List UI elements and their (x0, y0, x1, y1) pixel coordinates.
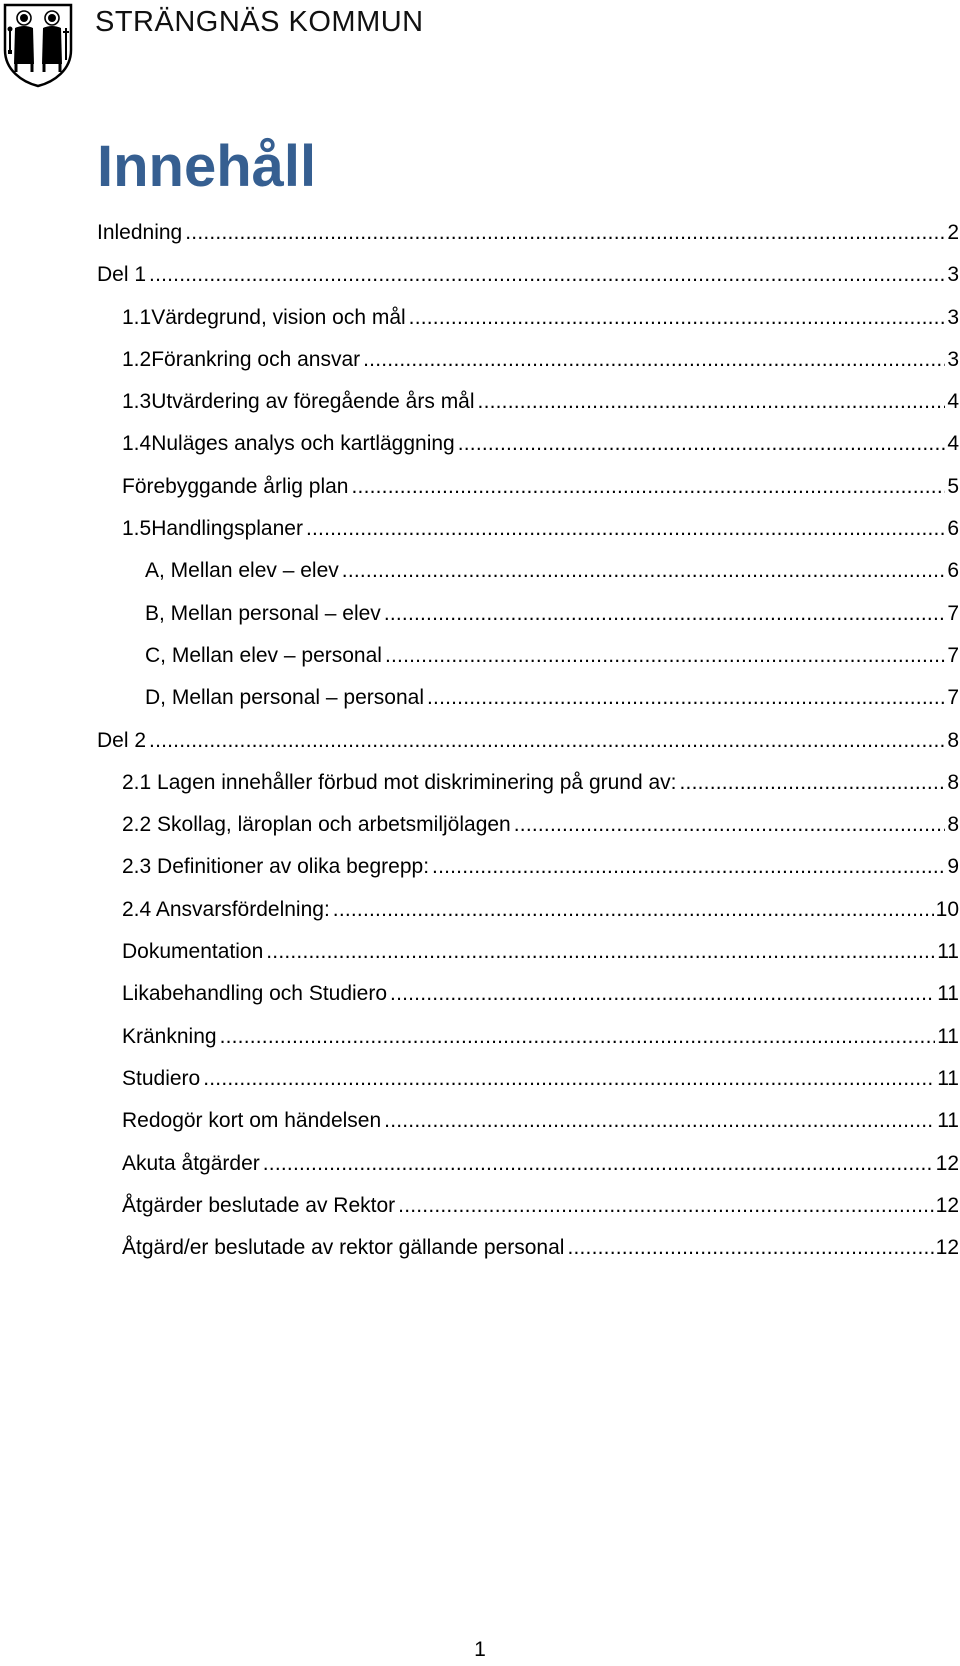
toc-entry-label[interactable]: Likabehandling och Studiero (122, 982, 388, 1006)
toc-entry-label[interactable]: Dokumentation (122, 940, 264, 964)
toc-entry[interactable] (97, 593, 959, 635)
toc-entry-page[interactable]: 11 (937, 1066, 959, 1090)
toc-entry[interactable] (97, 804, 959, 846)
toc-entry-page[interactable]: 11 (937, 982, 959, 1006)
toc-entry-label[interactable]: Kränkning (122, 1024, 217, 1048)
page-title: Innehåll (97, 134, 317, 199)
toc-entry-page[interactable]: 3 (947, 263, 959, 287)
toc-entry[interactable] (97, 381, 959, 423)
toc-dot-leader (384, 1100, 935, 1142)
toc-dot-leader (352, 466, 946, 508)
toc-entry-page[interactable]: 6 (947, 559, 959, 583)
toc-dot-leader (385, 635, 945, 677)
toc-dot-leader (427, 677, 945, 719)
toc-entry-label[interactable]: Del 2 (97, 728, 147, 752)
toc-entry-page[interactable]: 7 (947, 686, 959, 710)
toc-dot-leader (266, 931, 935, 973)
toc-entry-page[interactable]: 4 (947, 390, 959, 414)
toc-dot-leader (342, 550, 946, 592)
toc-entry-page[interactable]: 12 (935, 1193, 959, 1217)
table-of-contents (97, 212, 959, 1269)
toc-entry-label[interactable]: Åtgärd/er beslutade av rektor gällande personal (122, 1236, 565, 1260)
page-number: 1 (474, 1638, 486, 1661)
toc-entry-label[interactable]: 2.2 Skollag, läroplan och arbetsmiljölagen (122, 813, 511, 837)
page-header (0, 0, 960, 90)
toc-entry-label[interactable]: 1.3Utvärdering av föregående års mål (122, 390, 475, 414)
toc-dot-leader (514, 804, 946, 846)
toc-entry-label[interactable]: Redogör kort om händelsen (122, 1109, 382, 1133)
toc-entry-label[interactable]: 1.2Förankring och ansvar (122, 347, 361, 371)
toc-dot-leader (149, 720, 945, 762)
toc-entry-label[interactable]: 2.1 Lagen innehåller förbud mot diskriminering på grund av: (122, 770, 677, 794)
toc-entry-page[interactable]: 12 (935, 1151, 959, 1175)
toc-entry-label[interactable]: A, Mellan elev – elev (145, 559, 339, 583)
toc-dot-leader (384, 593, 946, 635)
toc-entry-page[interactable]: 12 (935, 1236, 959, 1260)
toc-entry-label[interactable]: Studiero (122, 1066, 201, 1090)
toc-entry[interactable] (97, 1143, 959, 1185)
toc-entry-page[interactable]: 8 (947, 813, 959, 837)
toc-dot-leader (203, 1058, 935, 1100)
toc-entry-label[interactable]: C, Mellan elev – personal (145, 643, 382, 667)
toc-entry[interactable] (97, 1016, 959, 1058)
toc-dot-leader (306, 508, 945, 550)
toc-entry-page[interactable]: 6 (947, 517, 959, 541)
toc-dot-leader (432, 846, 945, 888)
toc-entry-page[interactable]: 10 (935, 897, 959, 921)
toc-entry-page[interactable]: 8 (947, 728, 959, 752)
toc-entry-page[interactable]: 3 (947, 305, 959, 329)
toc-entry-page[interactable]: 9 (947, 855, 959, 879)
toc-dot-leader (149, 254, 945, 296)
toc-dot-leader (458, 423, 946, 465)
toc-entry-label[interactable]: D, Mellan personal – personal (145, 686, 424, 710)
toc-dot-leader (478, 381, 946, 423)
coat-of-arms-icon (2, 2, 74, 88)
toc-entry[interactable] (97, 677, 959, 719)
toc-entry[interactable] (97, 635, 959, 677)
toc-entry-label[interactable]: Förebyggande årlig plan (122, 474, 349, 498)
toc-entry-label[interactable]: 1.5Handlingsplaner (122, 517, 303, 541)
toc-entry-page[interactable]: 3 (947, 347, 959, 371)
toc-dot-leader (363, 339, 945, 381)
toc-entry[interactable] (97, 297, 959, 339)
toc-entry-page[interactable]: 11 (937, 1109, 959, 1133)
toc-dot-leader (185, 212, 945, 254)
toc-dot-leader (390, 973, 935, 1015)
toc-entry-page[interactable]: 7 (947, 643, 959, 667)
toc-entry[interactable] (97, 846, 959, 888)
toc-entry-label[interactable]: Inledning (97, 221, 183, 244)
toc-entry-label[interactable]: 1.1Värdegrund, vision och mål (122, 305, 406, 329)
toc-entry-label[interactable]: Del 1 (97, 263, 147, 287)
toc-entry[interactable] (97, 973, 959, 1015)
toc-entry-label[interactable]: 1.4Nuläges analys och kartläggning (122, 432, 455, 456)
toc-dot-leader (680, 762, 946, 804)
toc-entry-label[interactable]: 2.4 Ansvarsfördelning: (122, 897, 330, 921)
toc-entry-page[interactable]: 11 (937, 940, 959, 964)
toc-entry[interactable] (97, 212, 959, 254)
toc-entry[interactable] (97, 550, 959, 592)
toc-entry-label[interactable]: B, Mellan personal – elev (145, 601, 381, 625)
toc-entry-page[interactable]: 2 (947, 221, 959, 244)
toc-entry[interactable] (97, 339, 959, 381)
toc-entry[interactable] (97, 423, 959, 465)
toc-entry[interactable] (97, 466, 959, 508)
toc-dot-leader (263, 1143, 934, 1185)
toc-dot-leader (567, 1227, 933, 1269)
toc-entry[interactable] (97, 508, 959, 550)
toc-entry-label[interactable]: Åtgärder beslutade av Rektor (122, 1193, 396, 1217)
toc-dot-leader (220, 1016, 936, 1058)
toc-entry-label[interactable]: 2.3 Definitioner av olika begrepp: (122, 855, 430, 879)
toc-entry[interactable] (97, 1100, 959, 1142)
toc-entry[interactable] (97, 1058, 959, 1100)
toc-entry[interactable] (97, 931, 959, 973)
toc-entry[interactable] (97, 720, 959, 762)
toc-entry[interactable] (97, 889, 959, 931)
toc-dot-leader (333, 889, 934, 931)
toc-entry-page[interactable]: 7 (947, 601, 959, 625)
toc-entry[interactable] (97, 1227, 959, 1269)
toc-entry-page[interactable]: 11 (937, 1024, 959, 1048)
toc-entry[interactable] (97, 1185, 959, 1227)
toc-dot-leader (409, 297, 946, 339)
toc-entry[interactable] (97, 254, 959, 296)
toc-dot-leader (398, 1185, 933, 1227)
toc-entry-label[interactable]: Akuta åtgärder (122, 1151, 260, 1175)
toc-entry[interactable] (97, 762, 959, 804)
org-name: STRÄNGNÄS KOMMUN (95, 6, 424, 38)
toc-entry-page[interactable]: 8 (947, 770, 959, 794)
toc-entry-page[interactable]: 5 (947, 474, 959, 498)
toc-entry-page[interactable]: 4 (947, 432, 959, 456)
